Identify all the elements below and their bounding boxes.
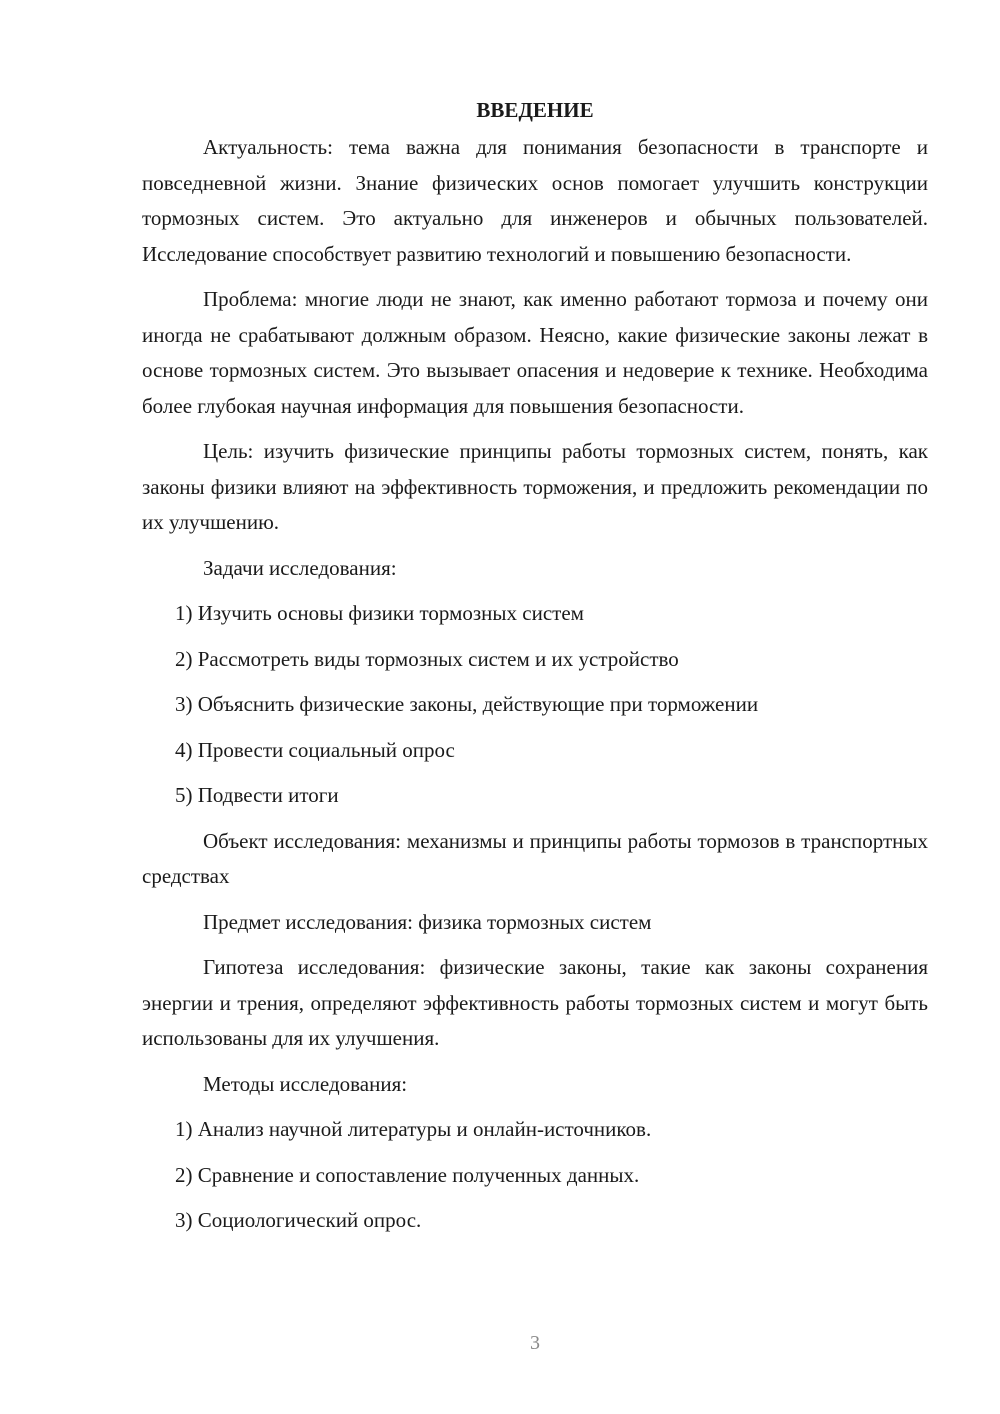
list-item: 2) Сравнение и сопоставление полученных данных. [175,1162,640,1187]
goal-paragraph: Цель: изучить физические принципы работы тормозных систем, понять, как законы физики влияют на эффективность торможения, и предложить рекомендации по их улучшению. [142,439,928,534]
methods-list [142,1112,928,1239]
hypothesis-paragraph: Гипотеза исследования: физические законы, такие как законы сохранения энергии и трения, определяют эффективность работы тормозных систем и могут быть использованы для их улучшения. [142,955,928,1050]
document-page [142,92,928,1249]
relevance-paragraph: Актуальность: тема важна для понимания безопасности в транспорте и повседневной жизни. Знание физических основ помогает улучшить конструкции тормозных систем. Это актуально для инженеров и обычных пользователей. Исследование способствует развитию технологий и повышению безопасности. [142,135,928,266]
page-number: 3 [530,1332,540,1354]
problem-paragraph: Проблема: многие люди не знают, как именно работают тормоза и почему они иногда не срабатывают должным образом. Неясно, какие физические законы лежат в основе тормозных систем. Это вызывает опасения и недоверие к технике. Необходима более глубокая научная информация для повышения безопасности. [142,287,928,418]
list-item: 2) Рассмотреть виды тормозных систем и их устройство [175,646,679,671]
list-item: 3) Объяснить физические законы, действующие при торможении [175,692,759,716]
list-item: 1) Изучить основы физики тормозных систем [175,601,584,625]
list-item: 3) Социологический опрос. [175,1208,422,1232]
list-item: 4) Провести социальный опрос [175,737,455,762]
methods-title: Методы исследования: [203,1071,408,1096]
list-item: 5) Подвести итоги [175,783,339,807]
section-heading: ВВЕДЕНИЕ [476,98,594,122]
object-paragraph: Объект исследования: механизмы и принципы работы тормозов в транспортных средствах [142,828,928,888]
list-item: 1) Анализ научной литературы и онлайн-источников. [175,1117,652,1141]
tasks-title: Задачи исследования: [203,555,397,580]
subject-paragraph: Предмет исследования: физика тормозных систем [203,909,652,934]
tasks-list [142,596,928,814]
